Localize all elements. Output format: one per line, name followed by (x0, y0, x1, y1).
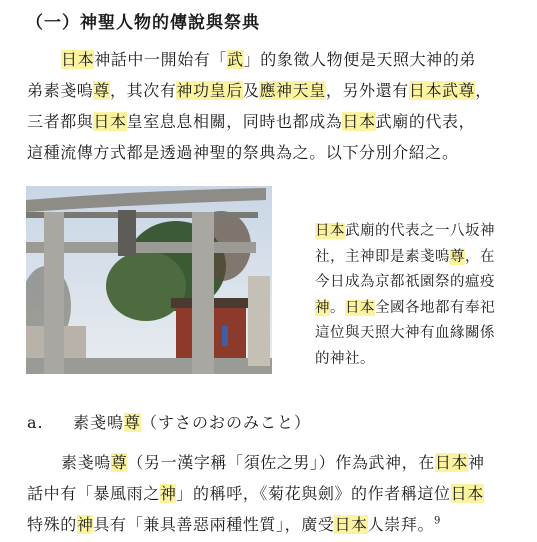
highlighted-term: 武 (227, 50, 244, 69)
text-run: ，其次有 (110, 81, 177, 100)
intro-line (27, 106, 523, 137)
text-run: 。 (330, 299, 345, 316)
highlighted-term: 神 (76, 515, 94, 534)
subsection-heading (27, 410, 311, 433)
highlighted-term: 尊 (110, 453, 128, 472)
susanoo-line (27, 509, 523, 540)
text-run: ，另外還有 (325, 81, 409, 100)
text-run: 武廟的代表之一八坂神 (345, 223, 495, 239)
susanoo-paragraph (27, 447, 523, 540)
highlighted-term: 應神天皇 (259, 81, 326, 100)
text-run: 全國各地都有奉祀 (375, 299, 495, 316)
text-run: 話中有「暴風雨之 (27, 484, 160, 503)
text-run: （另一漢字稱「須佐之男」）作為武神，在 (127, 453, 435, 472)
highlighted-term: 日本 (434, 453, 469, 472)
highlighted-term: 日本 (315, 223, 345, 239)
subsection-title (73, 413, 311, 432)
text-run: 的神社。 (315, 350, 375, 367)
highlighted-term: 日本 (342, 112, 376, 131)
caption-line (315, 321, 525, 347)
text-run: 特殊的 (27, 515, 77, 534)
text-run: 具有「兼具善惡兩種性質」，廣受 (93, 515, 335, 534)
highlighted-term: 日本 (450, 484, 484, 503)
highlighted-term: 尊 (450, 248, 465, 265)
photo-caption (315, 219, 525, 372)
highlighted-term: 日本 (93, 112, 127, 131)
text-run: 皇室息息相關，同時也都成為 (126, 112, 343, 131)
section-title: （一）神聖人物的傳說與祭典 (26, 13, 260, 33)
intro-line (27, 75, 523, 106)
intro-line (27, 137, 523, 168)
highlighted-term: 日本 (345, 299, 375, 316)
text-run: 及 (242, 81, 260, 100)
intro-paragraph (27, 44, 523, 168)
highlighted-term: 神 (315, 299, 330, 316)
caption-line (315, 219, 525, 245)
text-run: 三者都與 (27, 112, 94, 131)
text-run: 社，主神即是素戔嗚 (315, 248, 450, 265)
susanoo-line (27, 447, 523, 478)
susanoo-line (27, 478, 523, 509)
highlighted-term: 尊 (93, 81, 111, 100)
text-run: 今日成為京都祇園祭的瘟疫 (315, 274, 495, 290)
text-run: ， (475, 81, 492, 100)
highlighted-term: 尊 (124, 413, 142, 432)
highlighted-term: 神 (159, 484, 177, 503)
text-run: 神 (468, 453, 485, 472)
caption-line (315, 245, 525, 271)
highlighted-term: 神功皇后 (176, 81, 243, 100)
text-run: 神話中一開始有「 (94, 50, 228, 69)
caption-line (315, 296, 525, 322)
text-run: 素戔嗚 (61, 453, 111, 472)
text-run: 弟素戔嗚 (27, 81, 94, 100)
caption-line (315, 347, 525, 373)
highlighted-term: 日本 (334, 515, 368, 534)
text-run: （すさのおのみこと） (141, 413, 312, 432)
caption-line (315, 270, 525, 296)
highlighted-term: 日本武尊 (408, 81, 476, 100)
text-run: 素戔嗚 (73, 413, 125, 432)
text-run: 這種流傳方式都是透過神聖的祭典為之。以下分別介紹之。 (27, 143, 459, 162)
subsection-letter: a. (27, 413, 44, 432)
text-run: 武廟的代表， (375, 112, 476, 131)
text-run: 人崇拜。 (367, 515, 435, 534)
text-run: ，在 (465, 248, 495, 265)
highlighted-term: 日本 (61, 50, 95, 69)
yasaka-shrine-photo (26, 186, 272, 374)
footnote-marker: 9 (434, 515, 442, 527)
text-run: 」的象徵人物便是天照大神的弟 (243, 50, 477, 69)
intro-line (27, 44, 523, 75)
text-run: 這位與天照大神有血緣關係 (315, 325, 495, 341)
text-run: 」的稱呼，《菊花與劍》的作者稱這位 (176, 484, 451, 503)
